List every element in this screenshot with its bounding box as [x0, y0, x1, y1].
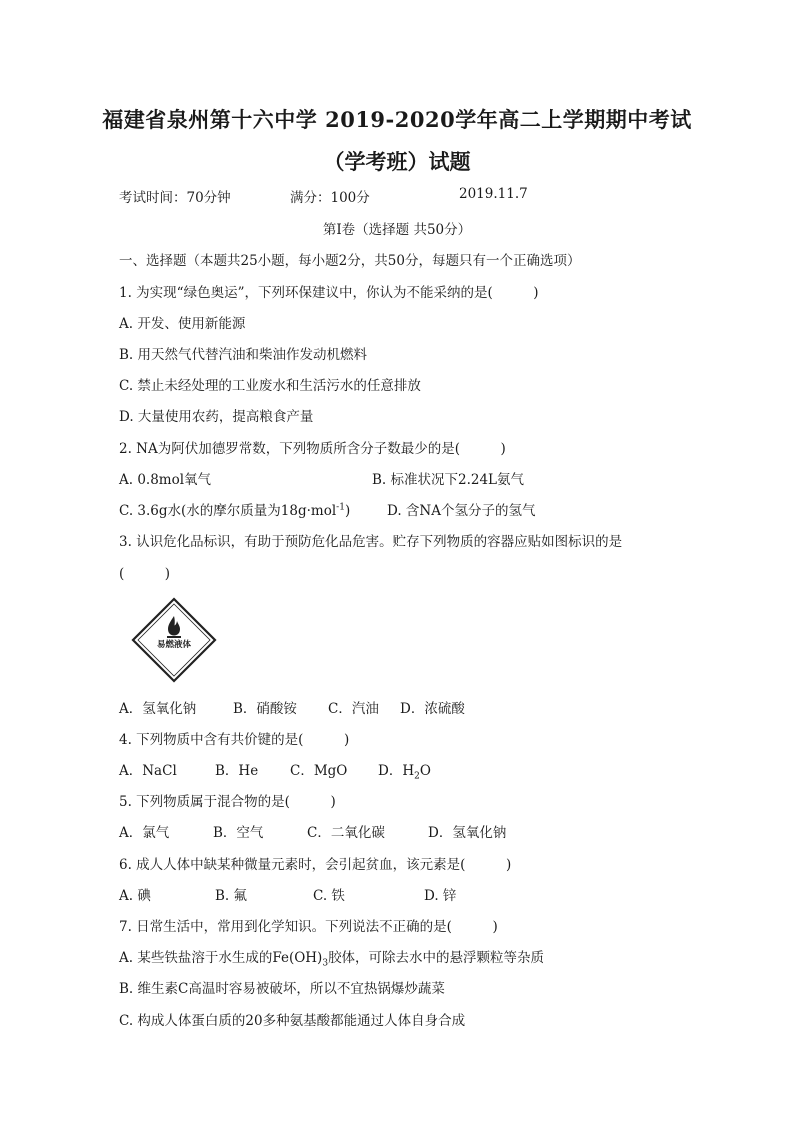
- q4-option-d-subscript: 2: [414, 771, 420, 782]
- q1-stem: 1. 为实现“绿色奥运”，下列环保建议中，你认为不能采纳的是( ): [119, 285, 539, 301]
- q5-option-d: D．氢氧化钠: [428, 825, 507, 841]
- q7-option-c: C. 构成人体蛋白质的20多种氨基酸都能通过人体自身合成: [119, 1013, 466, 1029]
- section-title: 第Ⅰ卷（选择题 共50分）: [322, 222, 472, 238]
- q3-option-a: A．氢氧化钠: [119, 701, 197, 717]
- q7-option-a-tail: 胶体，可除去水中的悬浮颗粒等杂质: [328, 950, 545, 966]
- q2-option-a: A. 0.8mol氧气: [119, 472, 212, 488]
- q3-option-d: D．浓硫酸: [400, 701, 465, 717]
- q4-option-b: B．He: [215, 763, 259, 779]
- q7-stem: 7. 日常生活中，常用到化学知识。下列说法不正确的是( ): [119, 919, 498, 935]
- q1-option-b: B. 用天然气代替汽油和柴油作发动机燃料: [119, 347, 368, 363]
- q3-option-b: B．硝酸铵: [233, 701, 297, 717]
- exam-score: 满分：100分: [290, 190, 370, 206]
- exam-title-line2: （学考班）试题: [323, 149, 471, 174]
- q5-stem: 5. 下列物质属于混合物的是( ): [119, 794, 336, 810]
- exam-date: 2019.11.7: [459, 186, 528, 202]
- q3-stem: 3. 认识危化品标识，有助于预防危化品危害。贮存下列物质的容器应贴如图标识的是: [119, 534, 623, 550]
- q4-option-d-text: D．H: [378, 763, 415, 779]
- q6-stem: 6. 成人人体中缺某种微量元素时，会引起贫血，该元素是( ): [119, 857, 512, 873]
- q7-option-a-subscript: 3: [322, 958, 329, 969]
- q3-paren: ( ): [119, 566, 171, 582]
- q1-option-d: D. 大量使用农药，提高粮食产量: [119, 409, 314, 425]
- q2-option-c: [119, 499, 350, 519]
- q4-option-c: C．MgO: [290, 763, 348, 779]
- q2-option-b: B. 标准状况下2.24L氨气: [372, 472, 525, 488]
- q3-option-c: C．汽油: [328, 701, 379, 717]
- exam-title-line1: 福建省泉州第十六中学 2019-2020学年高二上学期期中考试: [102, 107, 692, 132]
- q4-stem: 4. 下列物质中含有共价键的是( ): [119, 732, 350, 748]
- q7-option-a: [119, 946, 544, 969]
- q4-option-a: A．NaCl: [119, 763, 177, 779]
- q6-option-d: D. 锌: [424, 888, 457, 904]
- q2-option-c-text: C. 3.6g水(水的摩尔质量为18g·mol: [119, 503, 337, 519]
- q6-option-a: A. 碘: [119, 888, 151, 904]
- exam-time: 考试时间：70分钟: [119, 190, 231, 206]
- q7-option-a-text: A. 某些铁盐溶于水生成的Fe(OH): [119, 950, 323, 966]
- q5-option-a: A．氯气: [119, 825, 170, 841]
- q6-option-b: B. 氟: [215, 888, 248, 904]
- q5-option-c: C．二氧化碳: [307, 825, 385, 841]
- q1-option-c: C. 禁止未经处理的工业废水和生活污水的任意排放: [119, 378, 421, 394]
- q6-option-c: C. 铁: [313, 888, 345, 904]
- q4-option-d-tail: O: [419, 763, 431, 779]
- flammable-liquid-diamond-icon: [131, 597, 217, 683]
- q7-option-b: B. 维生素C高温时容易被破坏，所以不宜热锅爆炒蔬菜: [119, 981, 445, 997]
- q2-option-c-close: ): [344, 503, 351, 519]
- q1-option-a: A. 开发、使用新能源: [119, 316, 246, 332]
- q4-option-d: [378, 759, 431, 782]
- q2-option-d: D. 含NA个氢分子的氢气: [387, 503, 536, 519]
- instructions: 一、选择题（本题共25小题，每小题2分，共50分，每题只有一个正确选项）: [119, 253, 581, 269]
- q2-option-c-superscript: -1: [336, 502, 345, 513]
- sign-label: 易燃液体: [156, 640, 192, 650]
- q5-option-b: B．空气: [213, 825, 264, 841]
- q2-stem: 2. NA为阿伏加德罗常数，下列物质所含分子数最少的是( ): [119, 441, 506, 457]
